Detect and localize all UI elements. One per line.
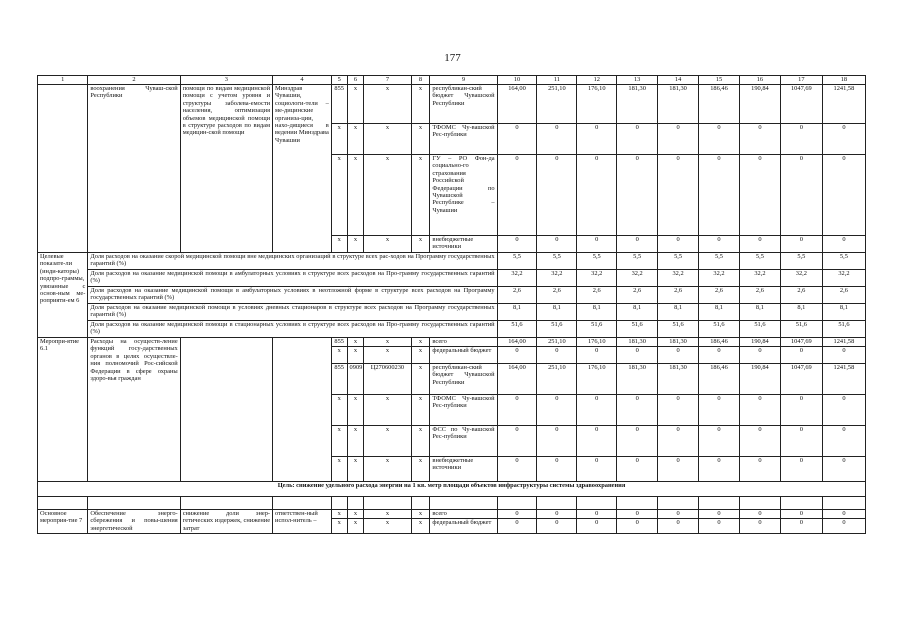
value-cell: 0	[537, 426, 577, 457]
empty-cell	[780, 497, 822, 510]
value-cell: 2,6	[699, 287, 740, 304]
indicator-text-cell: Доля расходов на оказание медицинской помощи в амбулаторных условиях в структуре всех расходов на Про-грамму государственных гарантий (%)	[88, 270, 497, 287]
value-cell: 8,1	[577, 304, 617, 321]
value-cell: 0	[658, 457, 699, 482]
empty-cell	[273, 497, 332, 510]
measure-number-cell: Основное мероприя-тие 7	[38, 510, 88, 534]
gov-code-cell: x	[331, 426, 347, 457]
expense-type-cell: x	[411, 395, 430, 426]
section-code-cell: x	[347, 426, 364, 457]
gov-code-cell: 855	[331, 364, 347, 395]
value-cell: 8,1	[822, 304, 865, 321]
value-cell: 0	[658, 510, 699, 519]
value-cell: 181,30	[658, 338, 699, 347]
indicator-row	[38, 253, 866, 270]
indicator-row	[38, 304, 866, 321]
expense-type-cell: x	[411, 510, 430, 519]
empty-cell	[364, 497, 411, 510]
column-number-cell: 8	[411, 76, 430, 85]
section-code-cell: x	[347, 236, 364, 253]
program-table	[37, 75, 866, 534]
expense-type-cell: x	[411, 426, 430, 457]
value-cell: 190,84	[739, 364, 780, 395]
section-code-cell: x	[347, 85, 364, 124]
funding-source-cell: всего	[430, 338, 497, 347]
value-cell: 0	[739, 236, 780, 253]
gov-code-cell: x	[331, 347, 347, 364]
value-cell: 0	[577, 347, 617, 364]
value-cell: 0	[739, 457, 780, 482]
value-cell: 0	[537, 124, 577, 155]
value-cell: 5,5	[822, 253, 865, 270]
value-cell: 0	[739, 155, 780, 236]
empty-cell	[411, 497, 430, 510]
value-cell: 0	[780, 347, 822, 364]
measure-name-cell: Расходы на осуществ-ление функций госу-дарственных органов в целях осуществле-ния полномочий Рос-сийской Федерации в сфере охраны здоро-вья граждан	[88, 338, 180, 482]
value-cell: 0	[617, 124, 658, 155]
value-cell: 0	[739, 426, 780, 457]
column-number-cell: 5	[331, 76, 347, 85]
value-cell: 0	[497, 347, 537, 364]
value-cell: 8,1	[617, 304, 658, 321]
target-code-cell: x	[364, 338, 411, 347]
table-row	[38, 510, 866, 519]
column-number-cell: 9	[430, 76, 497, 85]
value-cell: 0	[537, 155, 577, 236]
value-cell: 0	[537, 519, 577, 534]
measure-number-cell: Меропри-ятие 6.1	[38, 338, 88, 482]
goal-row	[38, 482, 866, 497]
section-code-cell: x	[347, 395, 364, 426]
value-cell: 0	[537, 510, 577, 519]
funding-source-cell: республикан-ский бюджет Чувашской Республики	[430, 364, 497, 395]
value-cell: 0	[577, 124, 617, 155]
target-code-cell: x	[364, 457, 411, 482]
page-number: 177	[444, 52, 461, 64]
value-cell: 1047,69	[780, 85, 822, 124]
value-cell: 51,6	[617, 321, 658, 338]
value-cell: 51,6	[739, 321, 780, 338]
value-cell: 8,1	[497, 304, 537, 321]
value-cell: 0	[617, 155, 658, 236]
value-cell: 0	[699, 155, 740, 236]
value-cell: 1241,58	[822, 85, 865, 124]
value-cell: 5,5	[497, 253, 537, 270]
value-cell: 0	[739, 395, 780, 426]
value-cell: 0	[497, 457, 537, 482]
value-cell: 0	[822, 347, 865, 364]
value-cell: 51,6	[497, 321, 537, 338]
value-cell: 0	[739, 347, 780, 364]
column-number-cell: 17	[780, 76, 822, 85]
empty-cell	[739, 497, 780, 510]
value-cell: 0	[822, 395, 865, 426]
empty-cell	[699, 497, 740, 510]
column-number-cell: 16	[739, 76, 780, 85]
value-cell: 0	[577, 457, 617, 482]
column-number-cell: 14	[658, 76, 699, 85]
value-cell: 0	[780, 510, 822, 519]
column-number-cell: 11	[537, 76, 577, 85]
funding-source-cell: ФСС по Чу-вашской Рес-публики	[430, 426, 497, 457]
column-number-cell: 7	[364, 76, 411, 85]
value-cell: 5,5	[617, 253, 658, 270]
value-cell: 5,5	[577, 253, 617, 270]
value-cell: 0	[577, 236, 617, 253]
value-cell: 2,6	[497, 287, 537, 304]
empty-cell	[180, 338, 272, 482]
value-cell: 186,46	[699, 85, 740, 124]
value-cell: 0	[577, 519, 617, 534]
target-code-cell: Ц270600230	[364, 364, 411, 395]
value-cell: 0	[822, 155, 865, 236]
column-number-cell: 2	[88, 76, 180, 85]
value-cell: 32,2	[658, 270, 699, 287]
section-code-cell: x	[347, 347, 364, 364]
value-cell: 0	[577, 155, 617, 236]
value-cell: 51,6	[658, 321, 699, 338]
value-cell: 0	[739, 124, 780, 155]
empty-cell	[822, 497, 865, 510]
empty-cell	[497, 497, 537, 510]
gov-code-cell: x	[331, 155, 347, 236]
section-code-cell: x	[347, 457, 364, 482]
gov-code-cell: x	[331, 236, 347, 253]
target-code-cell: x	[364, 124, 411, 155]
funding-source-cell: всего	[430, 510, 497, 519]
value-cell: 0	[658, 155, 699, 236]
expense-type-cell: x	[411, 457, 430, 482]
empty-cell	[273, 338, 332, 482]
section-code-cell: x	[347, 519, 364, 534]
gov-code-cell: 855	[331, 85, 347, 124]
value-cell: 164,00	[497, 85, 537, 124]
target-code-cell: x	[364, 85, 411, 124]
value-cell: 0	[617, 426, 658, 457]
indicator-row	[38, 270, 866, 287]
value-cell: 1047,69	[780, 338, 822, 347]
empty-cell	[658, 497, 699, 510]
spacer-row	[38, 497, 866, 510]
value-cell: 251,10	[537, 85, 577, 124]
value-cell: 0	[699, 426, 740, 457]
value-cell: 32,2	[780, 270, 822, 287]
funding-source-cell: ГУ – РО Фон-да социально-го страхования Российской Федерации по Чувашской Республике – Чувашии	[430, 155, 497, 236]
gov-code-cell: 855	[331, 338, 347, 347]
value-cell: 0	[617, 236, 658, 253]
value-cell: 0	[739, 510, 780, 519]
value-cell: 32,2	[617, 270, 658, 287]
value-cell: 0	[617, 347, 658, 364]
column-number-cell: 1	[38, 76, 88, 85]
goal-heading: Цель: снижение удельного расхода энергии на 1 кв. метр площади объектов инфраструктуры системы здравоохранения	[38, 482, 866, 497]
empty-cell	[577, 497, 617, 510]
value-cell: 0	[497, 510, 537, 519]
value-cell: 190,84	[739, 338, 780, 347]
column-number-cell: 6	[347, 76, 364, 85]
indicator-text-cell: Доля расходов на оказание медицинской помощи в амбулаторных условиях в неотложной форме в структуре всех расходов на Программу государственных гарантий (%)	[88, 287, 497, 304]
value-cell: 0	[822, 426, 865, 457]
empty-cell	[617, 497, 658, 510]
column-number-cell: 15	[699, 76, 740, 85]
gov-code-cell: x	[331, 124, 347, 155]
executor-cell: Минздрав Чувашии, социологи-тели – ме-дицинские организа-ции, нахо-дящиеся в ведении Минздрава Чувашии	[273, 85, 332, 253]
value-cell: 1047,69	[780, 364, 822, 395]
expense-type-cell: x	[411, 519, 430, 534]
expense-type-cell: x	[411, 85, 430, 124]
value-cell: 0	[822, 510, 865, 519]
value-cell: 0	[497, 519, 537, 534]
funding-source-cell: внебюджетные источники	[430, 457, 497, 482]
empty-cell	[537, 497, 577, 510]
column-number-cell: 3	[180, 76, 272, 85]
empty-cell	[180, 497, 272, 510]
value-cell: 1241,58	[822, 338, 865, 347]
value-cell: 51,6	[577, 321, 617, 338]
funding-source-cell: ТФОМС Чу-вашской Рес-публики	[430, 124, 497, 155]
value-cell: 5,5	[537, 253, 577, 270]
funding-source-cell: федеральный бюджет	[430, 519, 497, 534]
executor-cell: ответствен-ный испол-нитель –	[273, 510, 332, 534]
column-number-cell: 4	[273, 76, 332, 85]
value-cell: 181,30	[658, 85, 699, 124]
value-cell: 0	[699, 395, 740, 426]
value-cell: 0	[658, 519, 699, 534]
value-cell: 0	[822, 457, 865, 482]
value-cell: 0	[658, 395, 699, 426]
value-cell: 2,6	[617, 287, 658, 304]
target-code-cell: x	[364, 510, 411, 519]
section-code-cell: x	[347, 510, 364, 519]
value-cell: 0	[617, 395, 658, 426]
measure-name-cell: Обеспечение энерго-сбережения и повы-шения энергетической	[88, 510, 180, 534]
value-cell: 0	[699, 457, 740, 482]
value-cell: 51,6	[780, 321, 822, 338]
value-cell: 0	[699, 236, 740, 253]
value-cell: 0	[658, 347, 699, 364]
value-cell: 5,5	[780, 253, 822, 270]
table-row	[38, 338, 866, 347]
target-code-cell: x	[364, 236, 411, 253]
value-cell: 0	[699, 347, 740, 364]
value-cell: 181,30	[617, 85, 658, 124]
empty-cell	[347, 497, 364, 510]
value-cell: 186,46	[699, 364, 740, 395]
value-cell: 0	[577, 510, 617, 519]
column-number-cell: 12	[577, 76, 617, 85]
value-cell: 1241,58	[822, 364, 865, 395]
value-cell: 0	[497, 395, 537, 426]
value-cell: 8,1	[658, 304, 699, 321]
empty-cell	[88, 497, 180, 510]
value-cell: 5,5	[739, 253, 780, 270]
value-cell: 2,6	[658, 287, 699, 304]
empty-cell	[38, 497, 88, 510]
target-code-cell: x	[364, 347, 411, 364]
value-cell: 181,30	[617, 364, 658, 395]
value-cell: 0	[658, 124, 699, 155]
target-code-cell: x	[364, 395, 411, 426]
value-cell: 0	[699, 124, 740, 155]
column-number-cell: 13	[617, 76, 658, 85]
value-cell: 32,2	[739, 270, 780, 287]
value-cell: 32,2	[537, 270, 577, 287]
indicator-text-cell: Доля расходов на оказание скорой медицинской помощи вне медицинских организаций в структуре всех рас-ходов на Программу государственных гарантий (%)	[88, 253, 497, 270]
value-cell: 190,84	[739, 85, 780, 124]
column-number-cell: 10	[497, 76, 537, 85]
expected-result-cell: снижение доли энер-гетических издержек, снижение затрат	[180, 510, 272, 534]
expense-type-cell: x	[411, 155, 430, 236]
value-cell: 0	[739, 519, 780, 534]
value-cell: 0	[497, 124, 537, 155]
funding-source-cell: внебюджетные источники	[430, 236, 497, 253]
value-cell: 0	[780, 395, 822, 426]
value-cell: 0	[537, 395, 577, 426]
gov-code-cell: x	[331, 510, 347, 519]
value-cell: 51,6	[822, 321, 865, 338]
value-cell: 0	[537, 457, 577, 482]
value-cell: 5,5	[699, 253, 740, 270]
section-code-cell: x	[347, 124, 364, 155]
value-cell: 0	[497, 426, 537, 457]
value-cell: 2,6	[537, 287, 577, 304]
value-cell: 0	[617, 519, 658, 534]
section-code-cell: 0909	[347, 364, 364, 395]
table-row	[38, 85, 866, 124]
value-cell: 0	[780, 457, 822, 482]
indicator-text-cell: Доля расходов на оказание медицинской помощи в условиях дневных стационаров в структуре всех расходов на Программу государственных гарантий (%)	[88, 304, 497, 321]
empty-cell	[331, 497, 347, 510]
value-cell: 181,30	[617, 338, 658, 347]
measure-name-cell: воохранения Чуваш-ской Республики	[88, 85, 180, 253]
funding-source-cell: ТФОМС Чу-вашской Рес-публики	[430, 395, 497, 426]
value-cell: 2,6	[780, 287, 822, 304]
target-code-cell: x	[364, 155, 411, 236]
value-cell: 0	[577, 395, 617, 426]
value-cell: 164,00	[497, 364, 537, 395]
value-cell: 251,10	[537, 364, 577, 395]
expense-type-cell: x	[411, 364, 430, 395]
value-cell: 0	[699, 519, 740, 534]
value-cell: 176,10	[577, 85, 617, 124]
empty-cell	[38, 85, 88, 253]
value-cell: 0	[699, 510, 740, 519]
value-cell: 164,00	[497, 338, 537, 347]
expense-type-cell: x	[411, 347, 430, 364]
value-cell: 0	[497, 236, 537, 253]
value-cell: 0	[780, 155, 822, 236]
gov-code-cell: x	[331, 519, 347, 534]
empty-cell	[430, 497, 497, 510]
value-cell: 181,30	[658, 364, 699, 395]
target-code-cell: x	[364, 426, 411, 457]
gov-code-cell: x	[331, 457, 347, 482]
section-code-cell: x	[347, 155, 364, 236]
value-cell: 0	[822, 236, 865, 253]
indicator-text-cell: Доля расходов на оказание медицинской помощи в стационарных условиях в структуре всех расходов на Про-грамму государственных гарантий (%)	[88, 321, 497, 338]
value-cell: 2,6	[577, 287, 617, 304]
value-cell: 32,2	[822, 270, 865, 287]
value-cell: 51,6	[699, 321, 740, 338]
expense-type-cell: x	[411, 236, 430, 253]
value-cell: 176,10	[577, 364, 617, 395]
indicator-row	[38, 287, 866, 304]
indicator-row	[38, 321, 866, 338]
value-cell: 2,6	[739, 287, 780, 304]
funding-source-cell: республикан-ский бюджет Чувашской Республики	[430, 85, 497, 124]
value-cell: 2,6	[822, 287, 865, 304]
value-cell: 0	[822, 519, 865, 534]
value-cell: 51,6	[537, 321, 577, 338]
value-cell: 0	[780, 124, 822, 155]
value-cell: 0	[658, 236, 699, 253]
value-cell: 0	[658, 426, 699, 457]
header-row	[38, 76, 866, 85]
expense-type-cell: x	[411, 124, 430, 155]
expected-result-cell: помощи по видам медицинской помощи с учетом уровня и структуры заболева-емости населения, оптимизация объемов медицинской помощи в структуре расходов по видам медицин-ской помощи	[180, 85, 272, 253]
value-cell: 0	[780, 236, 822, 253]
value-cell: 8,1	[537, 304, 577, 321]
value-cell: 0	[537, 347, 577, 364]
value-cell: 32,2	[497, 270, 537, 287]
funding-source-cell: федеральный бюджет	[430, 347, 497, 364]
indicators-label-cell: Целевые показате-ли (инди-каторы) подпро-граммы, увязанные с основ-ным ме-роприяти-ем 6	[38, 253, 88, 338]
expense-type-cell: x	[411, 338, 430, 347]
value-cell: 0	[617, 457, 658, 482]
value-cell: 0	[617, 510, 658, 519]
value-cell: 8,1	[739, 304, 780, 321]
value-cell: 251,10	[537, 338, 577, 347]
value-cell: 0	[537, 236, 577, 253]
value-cell: 176,10	[577, 338, 617, 347]
section-code-cell: x	[347, 338, 364, 347]
value-cell: 0	[577, 426, 617, 457]
value-cell: 186,46	[699, 338, 740, 347]
value-cell: 5,5	[658, 253, 699, 270]
value-cell: 0	[780, 426, 822, 457]
value-cell: 0	[780, 519, 822, 534]
gov-code-cell: x	[331, 395, 347, 426]
value-cell: 0	[497, 155, 537, 236]
value-cell: 0	[822, 124, 865, 155]
value-cell: 32,2	[577, 270, 617, 287]
value-cell: 8,1	[780, 304, 822, 321]
value-cell: 32,2	[699, 270, 740, 287]
value-cell: 8,1	[699, 304, 740, 321]
target-code-cell: x	[364, 519, 411, 534]
column-number-cell: 18	[822, 76, 865, 85]
